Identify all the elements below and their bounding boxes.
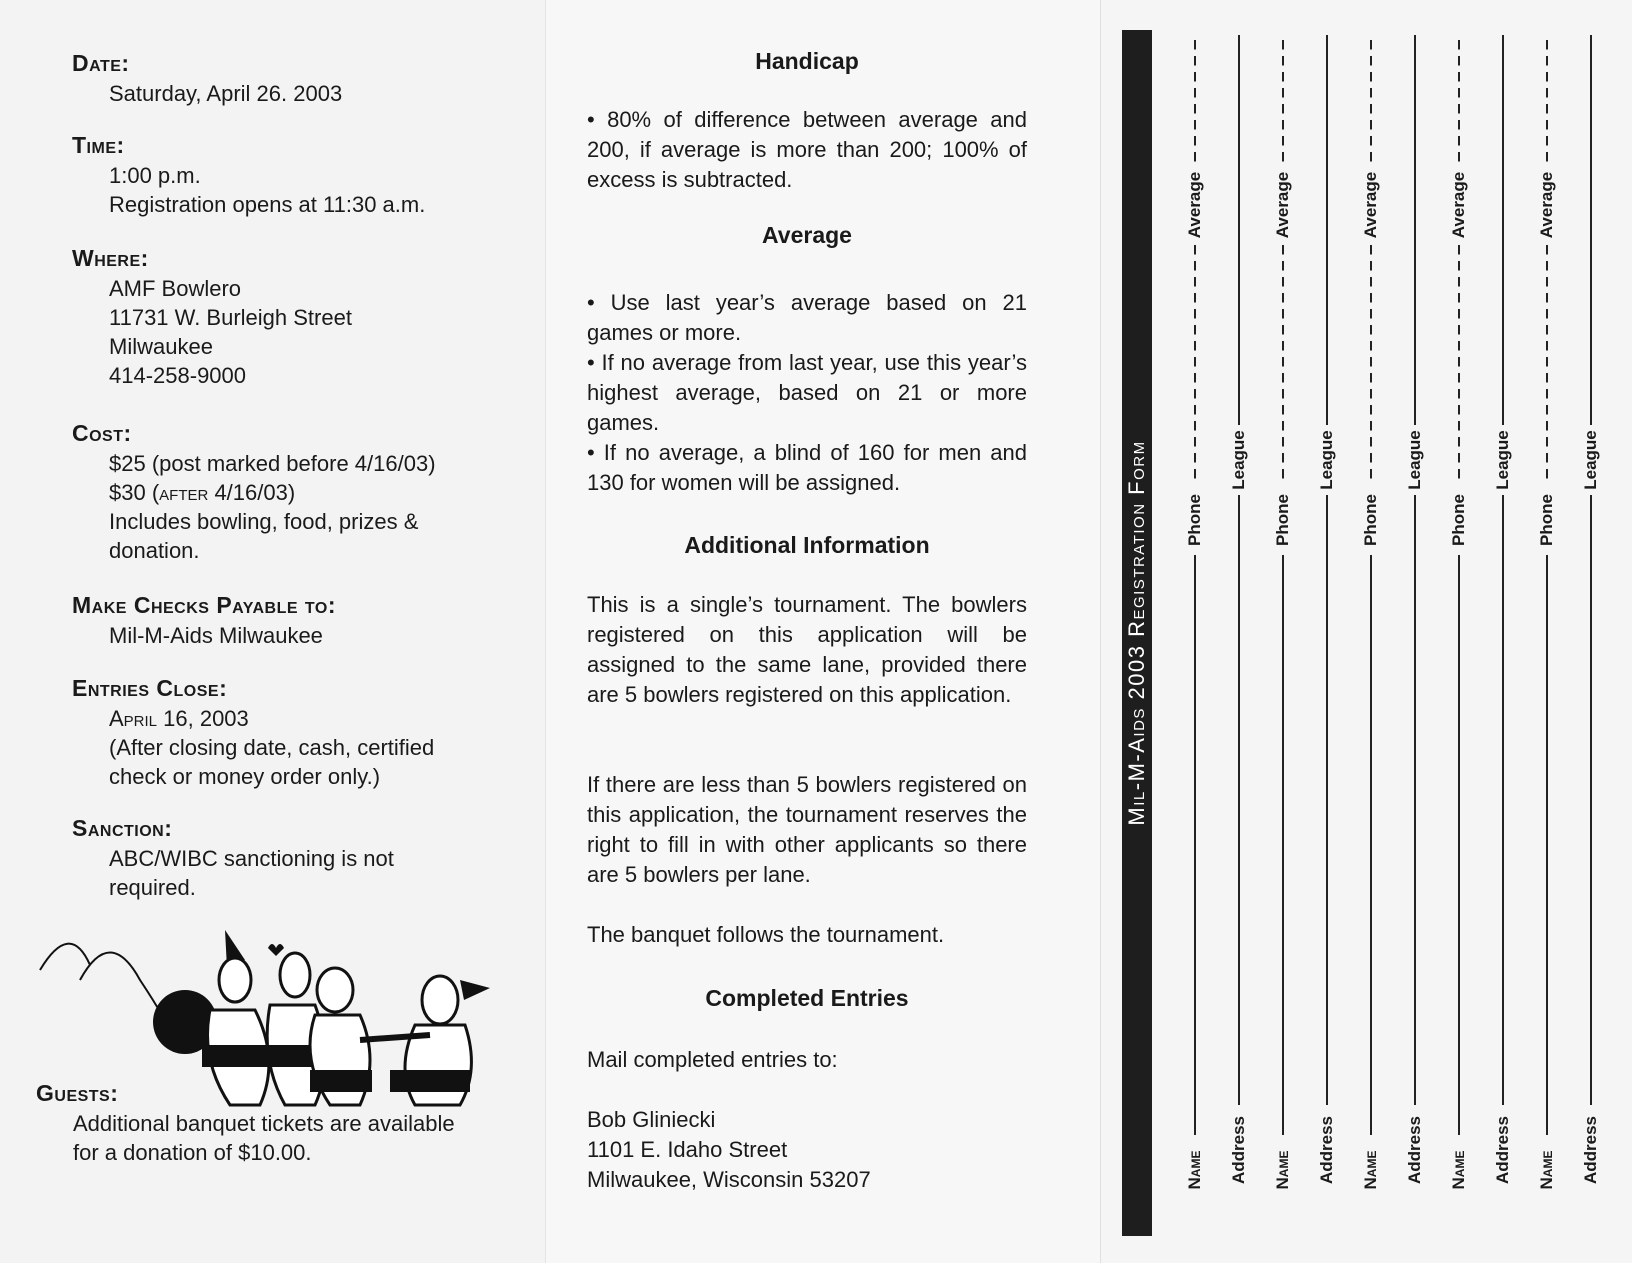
average-bullet-3: • If no average, a blind of 160 for men and 130 for women will be assigned.	[587, 440, 1027, 495]
address-label-wrap	[1576, 1110, 1606, 1190]
checks-value: Mil-M-Aids Milwaukee	[109, 623, 323, 648]
phone-label: Phone	[1449, 494, 1468, 546]
phone-field[interactable]	[1546, 245, 1548, 485]
cost-includes-cont: donation.	[109, 538, 200, 563]
address-label: Address	[1317, 1115, 1336, 1185]
additional-info-p3: The banquet follows the tournament.	[587, 922, 945, 947]
name-label-wrap	[1532, 1140, 1562, 1200]
mail-intro: Mail completed entries to:	[587, 1047, 838, 1072]
phone-label-wrap	[1268, 490, 1298, 550]
league-label-wrap	[1488, 430, 1518, 490]
league-label-wrap	[1400, 430, 1430, 490]
average-label: Average	[1273, 171, 1292, 239]
mail-street: 1101 E. Idaho Street	[587, 1137, 788, 1162]
name-label: Name	[1185, 1150, 1204, 1190]
venue-street: 11731 W. Burleigh Street	[109, 305, 352, 330]
league-label: League	[1493, 430, 1512, 490]
address-label-wrap	[1224, 1110, 1254, 1190]
phone-field[interactable]	[1194, 245, 1196, 485]
address-label: Address	[1405, 1115, 1424, 1185]
average-label-wrap	[1532, 170, 1562, 240]
league-label-wrap	[1576, 430, 1606, 490]
phone-label: Phone	[1185, 494, 1204, 546]
league-label-wrap	[1312, 430, 1342, 490]
time-value: 1:00 p.m.	[109, 163, 201, 188]
average-label-wrap	[1180, 170, 1210, 240]
name-label-wrap	[1268, 1140, 1298, 1200]
additional-info-p1: This is a single’s tournament. The bowlers registered on this application will be assigned to the same lane, provided there are 5 bowlers registered on this application.	[587, 592, 1027, 707]
sanction-section	[72, 815, 394, 902]
address-label-wrap	[1312, 1110, 1342, 1190]
form-title: Mil-M-Aids 2003 Registration Form	[1124, 440, 1149, 826]
name-label: Name	[1361, 1150, 1380, 1190]
average-field[interactable]	[1546, 40, 1548, 165]
entries-close-section	[72, 675, 434, 791]
name-field[interactable]	[1282, 555, 1284, 1135]
address-label: Address	[1229, 1115, 1248, 1185]
entry-3-address-league[interactable]	[1400, 35, 1430, 1235]
average-field[interactable]	[1370, 40, 1372, 165]
guests-label: Guests:	[36, 1080, 119, 1106]
address-field[interactable]	[1238, 495, 1240, 1105]
cost-late	[109, 478, 436, 507]
entries-close-note-cont: check or money order only.)	[109, 764, 381, 789]
venue-name: AMF Bowlero	[109, 276, 242, 301]
cost-late-a: $30 (	[109, 480, 160, 505]
average-label-wrap	[1356, 170, 1386, 240]
time-label: Time:	[72, 132, 125, 158]
league-field[interactable]	[1590, 35, 1592, 425]
name-label: Name	[1273, 1150, 1292, 1190]
cost-early: $25 (post marked before 4/16/03)	[109, 451, 436, 476]
date-label: Date:	[72, 50, 130, 76]
guests-section	[36, 1080, 455, 1167]
average-label: Average	[1537, 171, 1556, 239]
name-label-wrap	[1356, 1140, 1386, 1200]
entry-4-name-phone-average[interactable]	[1444, 35, 1474, 1235]
sanction-text-cont: required.	[109, 875, 196, 900]
phone-label-wrap	[1180, 490, 1210, 550]
left-panel	[0, 0, 545, 1263]
league-label-wrap	[1224, 430, 1254, 490]
average-label: Average	[1449, 171, 1468, 239]
average-field[interactable]	[1194, 40, 1196, 165]
phone-label: Phone	[1273, 494, 1292, 546]
cost-includes: Includes bowling, food, prizes &	[109, 509, 419, 534]
additional-info-p2: If there are less than 5 bowlers registered on this application, the tournament reserves the right to fill in with other applicants so there are 5 bowlers per lane.	[587, 772, 1027, 887]
entry-4-address-league[interactable]	[1488, 35, 1518, 1235]
entry-2-name-phone-average[interactable]	[1268, 35, 1298, 1235]
name-label: Name	[1537, 1150, 1556, 1190]
time-section	[72, 132, 425, 219]
name-field[interactable]	[1370, 555, 1372, 1135]
entry-5-name-phone-average[interactable]	[1532, 35, 1562, 1235]
cost-section	[72, 420, 436, 565]
address-label-wrap	[1400, 1110, 1430, 1190]
league-field[interactable]	[1238, 35, 1240, 425]
phone-label: Phone	[1361, 494, 1380, 546]
address-label: Address	[1581, 1115, 1600, 1185]
phone-label-wrap	[1532, 490, 1562, 550]
where-section	[72, 245, 352, 390]
date-value: Saturday, April 26. 2003	[109, 81, 343, 106]
additional-info-heading: Additional Information	[684, 532, 930, 558]
phone-field[interactable]	[1458, 245, 1460, 485]
address-label-wrap	[1488, 1110, 1518, 1190]
average-label-wrap	[1268, 170, 1298, 240]
address-field[interactable]	[1414, 495, 1416, 1105]
entry-2-address-league[interactable]	[1312, 35, 1342, 1235]
handicap-heading: Handicap	[755, 48, 859, 74]
phone-label-wrap	[1356, 490, 1386, 550]
completed-entries-heading: Completed Entries	[705, 985, 909, 1011]
average-label: Average	[1361, 171, 1380, 239]
league-label: League	[1229, 430, 1248, 490]
entry-1-name-phone-average[interactable]	[1180, 35, 1210, 1235]
address-field[interactable]	[1590, 495, 1592, 1105]
name-label-wrap	[1444, 1140, 1474, 1200]
league-field[interactable]	[1502, 35, 1504, 425]
phone-label-wrap	[1444, 490, 1474, 550]
cost-label: Cost:	[72, 420, 132, 446]
entries-close-note: (After closing date, cash, certified	[109, 735, 435, 760]
name-label: Name	[1449, 1150, 1468, 1190]
average-field[interactable]	[1458, 40, 1460, 165]
name-field[interactable]	[1194, 555, 1196, 1135]
checks-label: Make Checks Payable to:	[72, 592, 337, 618]
average-label: Average	[1185, 171, 1204, 239]
name-field[interactable]	[1546, 555, 1548, 1135]
entry-5-address-league[interactable]	[1576, 35, 1606, 1235]
average-field[interactable]	[1282, 40, 1284, 165]
cost-late-c: 4/16/03)	[208, 480, 296, 505]
league-label: League	[1405, 430, 1424, 490]
address-label: Address	[1493, 1115, 1512, 1185]
sanction-label: Sanction:	[72, 815, 173, 841]
mail-city: Milwaukee, Wisconsin 53207	[587, 1167, 871, 1192]
entry-1-address-league[interactable]	[1224, 35, 1254, 1235]
league-label: League	[1581, 430, 1600, 490]
average-heading: Average	[762, 222, 852, 248]
league-field[interactable]	[1326, 35, 1328, 425]
handicap-text: • 80% of difference between average and 200, if average is more than 200; 100% of excess is subtracted.	[587, 107, 1027, 192]
average-label-wrap	[1444, 170, 1474, 240]
entry-3-name-phone-average[interactable]	[1356, 35, 1386, 1235]
average-bullet-2: • If no average from last year, use this year’s highest average, based on 21 or more games.	[587, 350, 1027, 435]
address-field[interactable]	[1502, 495, 1504, 1105]
venue-city: Milwaukee	[109, 334, 213, 359]
where-label: Where:	[72, 245, 149, 271]
name-label-wrap	[1180, 1140, 1210, 1200]
entries-close-label: Entries Close:	[72, 675, 228, 701]
checks-section	[72, 592, 336, 650]
guests-text: Additional banquet tickets are available	[73, 1111, 455, 1136]
phone-field[interactable]	[1282, 245, 1284, 485]
entries-close-date: April 16, 2003	[109, 706, 249, 731]
phone-label: Phone	[1537, 494, 1556, 546]
league-label: League	[1317, 430, 1336, 490]
form-title-wrap	[1122, 30, 1152, 1236]
date-section	[72, 50, 342, 108]
cost-late-b: after	[159, 480, 209, 505]
name-field[interactable]	[1458, 555, 1460, 1135]
address-field[interactable]	[1326, 495, 1328, 1105]
sanction-text: ABC/WIBC sanctioning is not	[109, 846, 394, 871]
phone-field[interactable]	[1370, 245, 1372, 485]
mail-name: Bob Gliniecki	[587, 1107, 716, 1132]
average-bullet-1: • Use last year’s average based on 21 games or more.	[587, 290, 1027, 345]
venue-phone: 414-258-9000	[109, 363, 247, 388]
league-field[interactable]	[1414, 35, 1416, 425]
registration-time: Registration opens at 11:30 a.m.	[109, 192, 426, 217]
guests-text-cont: for a donation of $10.00.	[73, 1140, 312, 1165]
